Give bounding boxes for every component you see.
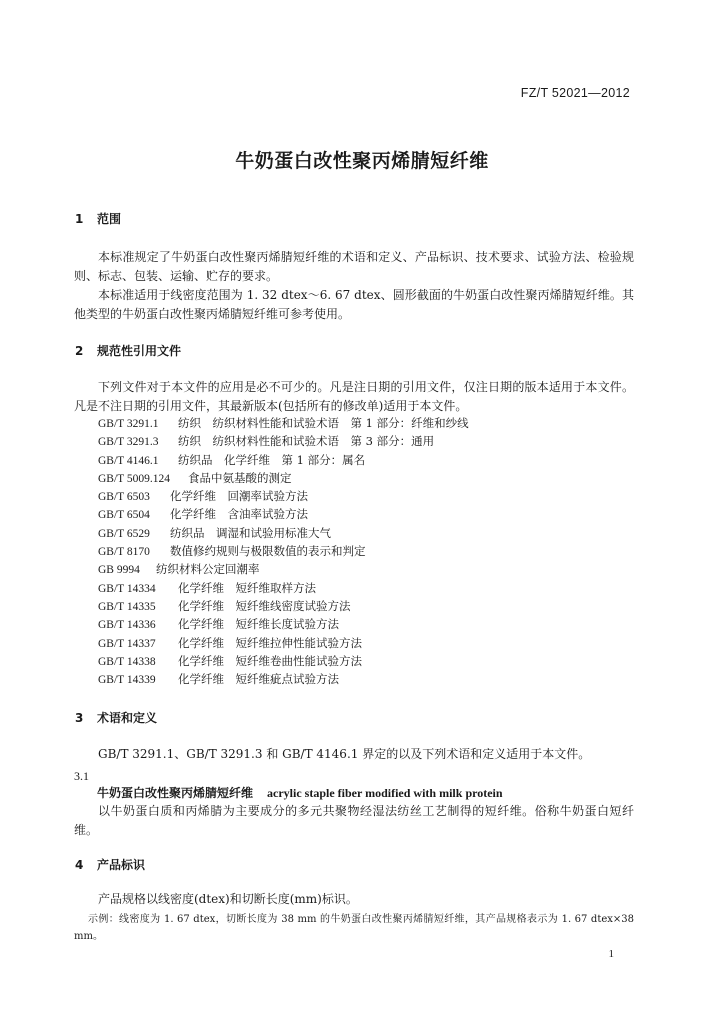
reference-code: GB/T 6529	[98, 527, 150, 540]
reference-title: 纺织品 化学纤维 第 1 部分：属名	[178, 452, 366, 467]
reference-title: 化学纤维 含油率试验方法	[170, 507, 308, 522]
section-title: 产品标识	[97, 858, 146, 872]
reference-code: GB/T 3291.3	[98, 436, 159, 449]
reference-item	[98, 652, 469, 670]
term-definition: 以牛奶蛋白质和丙烯腈为主要成分的多元共聚物经湿法纺丝工艺制得的短纤维。俗称牛奶蛋白短纤维。	[74, 804, 634, 837]
section-number: 4	[75, 858, 84, 872]
section-1-heading	[75, 210, 121, 227]
reference-item	[98, 469, 469, 487]
example-note: 示例：线密度为 1. 67 dtex，切断长度为 38 mm 的牛奶蛋白改性聚丙烯腈短纤维，其产品规格表示为 1. 67 dtex×38 mm。	[74, 914, 634, 942]
reference-code: GB/T 14338	[98, 655, 156, 668]
reference-title: 化学纤维 短纤维取样方法	[178, 580, 316, 595]
reference-title: 化学纤维 短纤维长度试验方法	[178, 617, 339, 632]
reference-code: GB/T 14334	[98, 582, 156, 595]
standard-code: FZ/T 52021—2012	[520, 86, 630, 100]
reference-item	[98, 542, 469, 560]
reference-title: 化学纤维 短纤维卷曲性能试验方法	[178, 653, 362, 668]
term-english: acrylic staple fiber modified with milk protein	[267, 786, 503, 800]
reference-title: 纺织 纺织材料性能和试验术语 第 1 部分：纤维和纱线	[178, 416, 469, 430]
reference-code: GB/T 5009.124	[98, 472, 170, 485]
term-number: 3.1	[74, 769, 89, 783]
scope-paragraph-1: 本标准规定了牛奶蛋白改性聚丙烯腈短纤维的术语和定义、产品标识、技术要求、试验方法、检验规则、标志、包装、运输、贮存的要求。	[74, 250, 634, 283]
reference-code: GB/T 14335	[98, 600, 156, 613]
reference-item	[98, 597, 469, 615]
reference-code: GB 9994	[98, 564, 140, 577]
reference-item	[98, 414, 469, 432]
term-entry	[97, 784, 503, 801]
terms-intro: GB/T 3291.1、GB/T 3291.3 和 GB/T 4146.1 界定的以及下列术语和定义适用于本文件。	[98, 747, 591, 761]
reference-item	[98, 615, 469, 633]
normative-references-list	[98, 414, 469, 688]
reference-title: 化学纤维 回潮率试验方法	[170, 489, 308, 504]
section-number: 2	[75, 344, 84, 358]
reference-item	[98, 560, 469, 578]
reference-code: GB/T 8170	[98, 546, 150, 559]
reference-item	[98, 579, 469, 597]
section-title: 规范性引用文件	[97, 344, 182, 358]
reference-title: 纺织品 调湿和试验用标准大气	[170, 525, 331, 540]
reference-item	[98, 634, 469, 652]
reference-title: 化学纤维 短纤维拉伸性能试验方法	[178, 635, 362, 650]
product-identification-paragraph: 产品规格以线密度(dtex)和切断长度(mm)标识。	[98, 892, 358, 906]
page-number: 1	[608, 948, 614, 960]
reference-item	[98, 524, 469, 542]
reference-title: 纺织材料公定回潮率	[156, 562, 260, 577]
section-4-heading	[75, 856, 145, 873]
reference-title: 化学纤维 短纤维疵点试验方法	[178, 672, 339, 687]
reference-item	[98, 432, 469, 450]
reference-title: 化学纤维 短纤维线密度试验方法	[178, 598, 351, 613]
scope-paragraph-2: 本标准适用于线密度范围为 1. 32 dtex～6. 67 dtex、圆形截面的牛奶蛋白改性聚丙烯腈短纤维。其他类型的牛奶蛋白改性聚丙烯腈短纤维可参考使用。	[74, 288, 634, 321]
term-chinese: 牛奶蛋白改性聚丙烯腈短纤维	[97, 786, 254, 800]
reference-item	[98, 505, 469, 523]
section-3-heading	[75, 709, 157, 726]
reference-code: GB/T 3291.1	[98, 418, 159, 430]
reference-code: GB/T 14336	[98, 619, 156, 632]
section-number: 1	[75, 212, 84, 226]
reference-code: GB/T 14339	[98, 674, 156, 687]
reference-code: GB/T 14337	[98, 637, 156, 650]
section-title: 术语和定义	[97, 711, 158, 725]
reference-item	[98, 670, 469, 688]
reference-code: GB/T 4146.1	[98, 454, 159, 467]
reference-item	[98, 487, 469, 505]
reference-code: GB/T 6503	[98, 491, 150, 504]
references-intro: 下列文件对于本文件的应用是必不可少的。凡是注日期的引用文件，仅注日期的版本适用于本文件。凡是不注日期的引用文件，其最新版本(包括所有的修改单)适用于本文件。	[74, 380, 634, 413]
section-2-heading	[75, 342, 181, 359]
reference-code: GB/T 6504	[98, 509, 150, 522]
reference-title: 食品中氨基酸的测定	[188, 470, 292, 485]
section-title: 范围	[97, 212, 122, 226]
reference-item	[98, 451, 469, 469]
reference-title: 数值修约规则与极限数值的表示和判定	[170, 544, 366, 559]
document-title: 牛奶蛋白改性聚丙烯腈短纤维	[235, 150, 489, 172]
reference-title: 纺织 纺织材料性能和试验术语 第 3 部分：通用	[178, 434, 435, 449]
section-number: 3	[75, 711, 84, 725]
